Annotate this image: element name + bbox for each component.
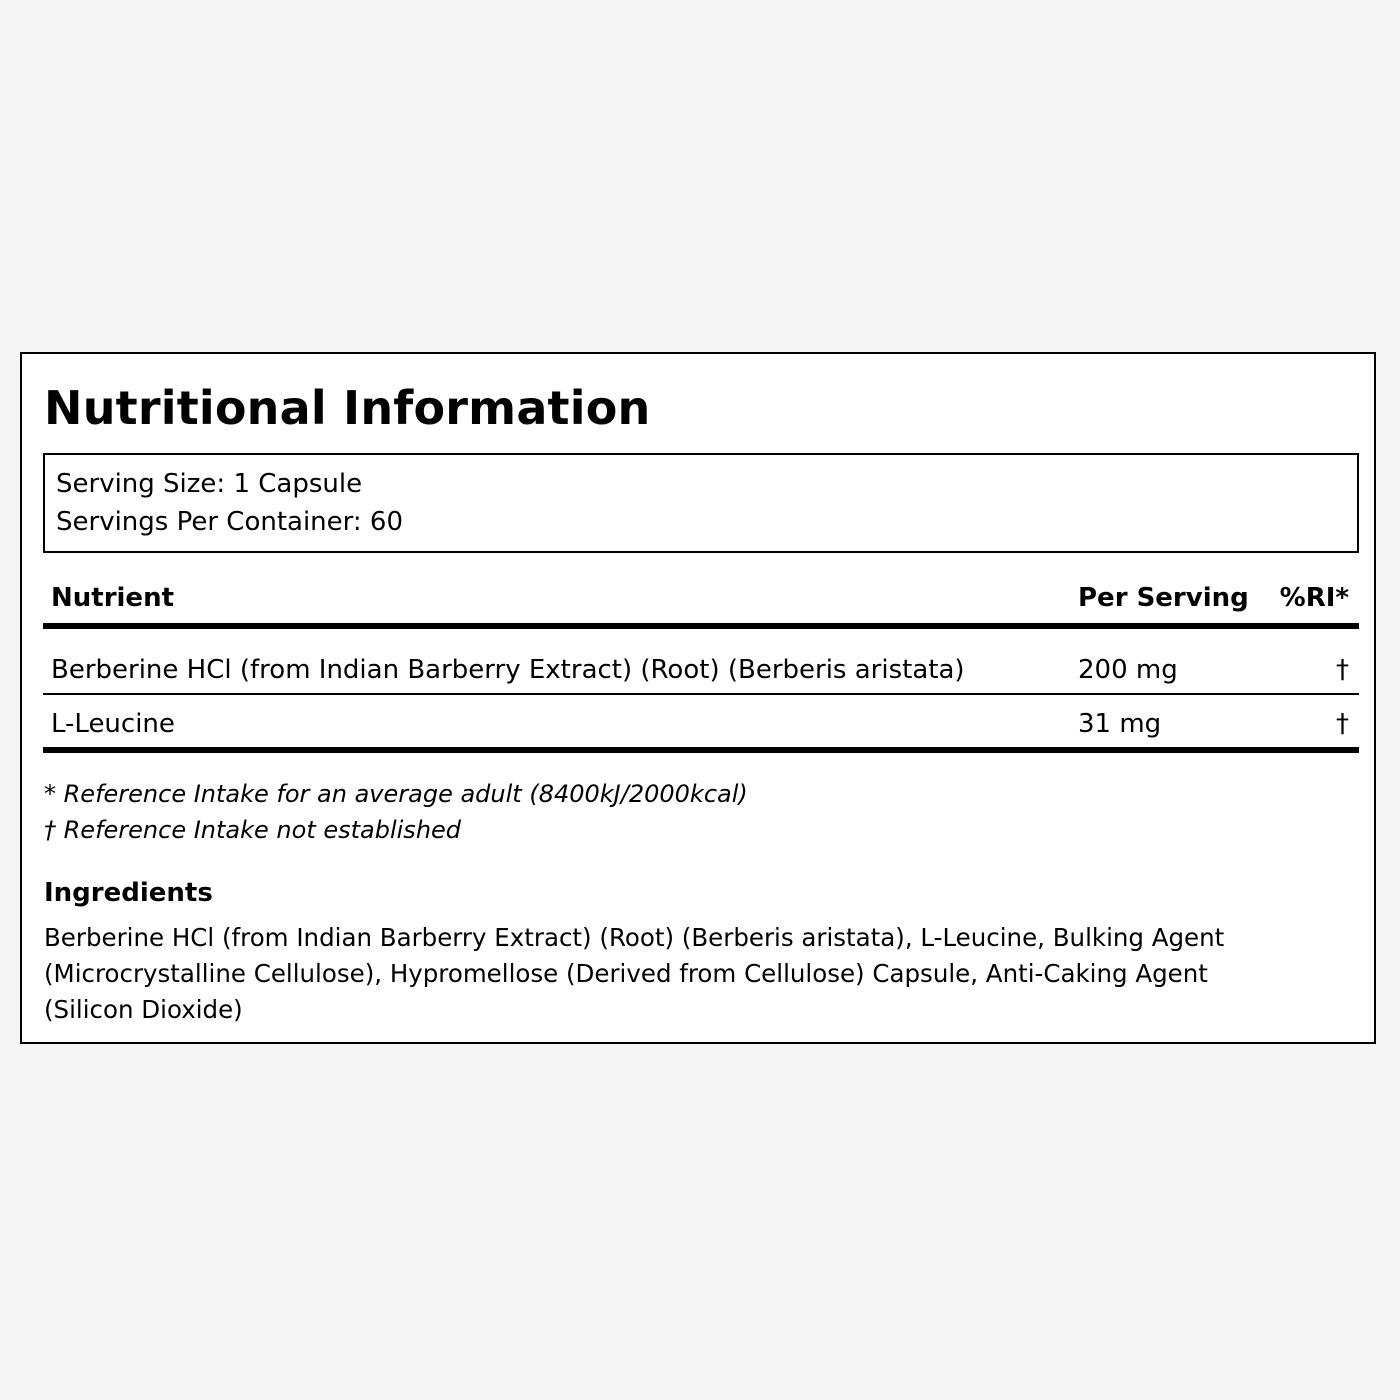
- table-row: [43, 695, 1359, 753]
- header-per-serving: Per Serving: [1078, 583, 1249, 613]
- footnote-reference-intake: * Reference Intake for an average adult (8400kJ/2000kcal): [44, 780, 748, 808]
- nutrient-name: L-Leucine: [51, 709, 175, 739]
- footnote-not-established: † Reference Intake not established: [44, 816, 462, 844]
- nutrition-label-panel: [20, 352, 1376, 1044]
- ingredients-heading: Ingredients: [44, 878, 213, 908]
- serving-size: Serving Size: 1 Capsule: [56, 469, 363, 499]
- nutrient-amount: 31 mg: [1078, 709, 1162, 739]
- footnotes: [44, 776, 1344, 848]
- nutrient-ri: †: [1336, 655, 1349, 685]
- nutrient-ri: †: [1336, 709, 1349, 739]
- servings-per-container: Servings Per Container: 60: [56, 507, 404, 537]
- header-nutrient: Nutrient: [51, 583, 175, 613]
- table-header-row: [43, 575, 1359, 629]
- ingredients-text: Berberine HCl (from Indian Barberry Extract) (Root) (Berberis aristata), L-Leucine, Bulking Agent (Microcrystalline Cellulose), Hypromellose (Derived from Cellulose) Capsule, Anti-Caking Agent (Silicon Dioxide): [44, 923, 1225, 1024]
- serving-info-box: [43, 453, 1359, 553]
- nutrient-amount: 200 mg: [1078, 655, 1178, 685]
- table-row: [43, 629, 1359, 695]
- nutrient-table: [43, 575, 1359, 753]
- nutrient-name: Berberine HCl (from Indian Barberry Extract) (Root) (Berberis aristata): [51, 655, 965, 685]
- header-ri: %RI*: [1279, 583, 1349, 613]
- label-title: Nutritional Information: [44, 381, 651, 435]
